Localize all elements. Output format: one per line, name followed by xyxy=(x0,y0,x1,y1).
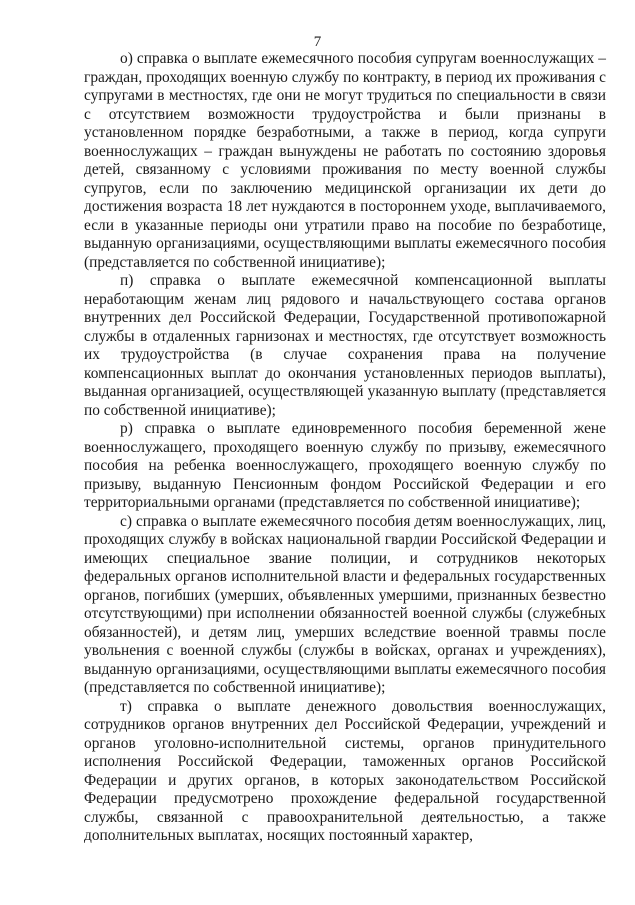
page-number: 7 xyxy=(313,34,322,50)
paragraph-o: о) справка о выплате ежемесячного пособия супругам военнослужащих – граждан, проходящих военную службу по контракту, в период их проживания с супругами в местностях, где они не могут трудиться по специальности в связи с отсутствием возможности трудоустройства и были признаны в установленном порядке безработными, а также в период, когда супруги военнослужащих – граждан вынуждены не работать по состоянию здоровья детей, связанному с условиями проживания по месту военной службы супругов, если по заключению медицинской организации их дети до достижения возраста 18 лет нуждаются в постороннем уходе, выплачиваемого, если в указанные периоды они утратили право на пособие по безработице, выданную организациями, осуществляющими выплаты ежемесячного пособия (представляется по собственной инициативе); xyxy=(84,50,606,271)
paragraph-t: т) справка о выплате денежного довольствия военнослужащих, сотрудников органов внутренних дел Российской Федерации, учреждений и органов уголовно-исполнительной системы, органов принудительного исполнения Российской Федерации, таможенных органов Российской Федерации и других органов, в которых законодательством Российской Федерации предусмотрено прохождение федеральной государственной службы, связанной с правоохранительной деятельностью, а также дополнительных выплатах, носящих постоянный характер, xyxy=(84,697,606,844)
document-body xyxy=(84,50,606,846)
paragraph-r: р) справка о выплате единовременного пособия беременной жене военнослужащего, проходящего военную службу по призыву, ежемесячного пособия на ребенка военнослужащего, проходящего военную службу по призыву, выданную Пенсионным фондом Российской Федерации и его территориальными органами (представляется по собственной инициативе); xyxy=(84,420,606,511)
paragraph-s: с) справка о выплате ежемесячного пособия детям военнослужащих, лиц, проходящих службу в войсках национальной гвардии Российской Федерации и имеющих специальное звание полиции, и сотрудников некоторых федеральных органов исполнительной власти и федеральных государственных органов, погибших (умерших, объявленных умершими, признанных безвестно отсутствующими) при исполнении обязанностей военной службы (служебных обязанностей), и детям лиц, умерших вследствие военной травмы после увольнения с военной службы (службы в войсках, органах и учреждениях), выданную организациями, осуществляющими выплаты ежемесячного пособия (представляется по собственной инициативе); xyxy=(84,512,606,696)
paragraph-p: п) справка о выплате ежемесячной компенсационной выплаты неработающим женам лиц рядового и начальствующего состава органов внутренних дел Российской Федерации, Государственной противопожарной службы в отдаленных гарнизонах и местностях, где отсутствует возможность их трудоустройства (в случае сохранения права на получение компенсационных выплат до окончания установленных периодов выплаты), выданная организацией, осуществляющей указанную выплату (представляется по собственной инициативе); xyxy=(84,272,606,419)
